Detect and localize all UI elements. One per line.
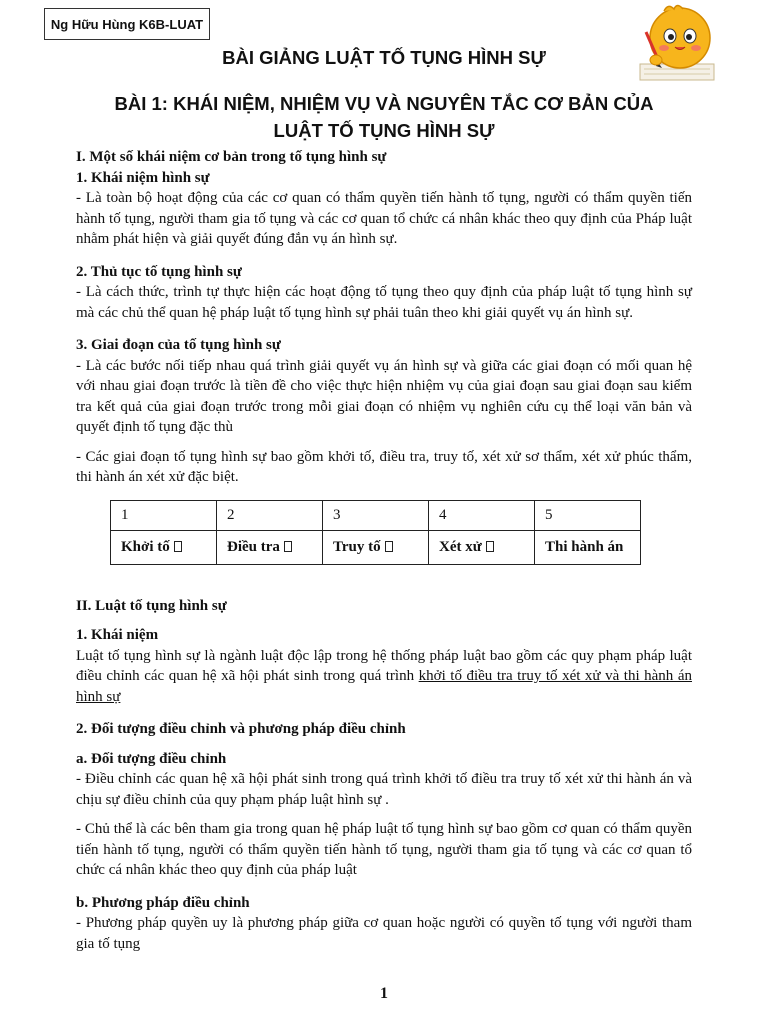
page-number: 1 [380,985,388,1002]
paragraph: - Phương pháp quyền uy là phương pháp giữa cơ quan hoặc người có quyền tố tụng với người tham gia tố tụng [76,915,692,952]
paragraph-text: Luật tố tụng hình sự là ngành luật độc lập trong hệ thống pháp luật bao gồm các quy phạm pháp luật điều chỉnh các quan hệ xã hội phát sinh trong quá trình [76,647,692,684]
table-cell [111,530,217,564]
table-row [111,500,641,530]
table-cell [323,530,429,564]
cartoon-chick-writing-icon [634,2,716,82]
subsection-heading: 3. Giai đoạn của tố tụng hình sự [76,337,281,353]
table-cell: 4 [429,500,535,530]
underlined-text: khởi tố điều tra truy tố xét xử và thi hành án hình sự [76,668,692,705]
table-cell: 1 [111,500,217,530]
subsection-heading: b. Phương pháp điều chỉnh [76,894,250,911]
arrow-placeholder-icon [385,541,393,552]
arrow-placeholder-icon [486,541,494,552]
paragraph: - Điều chỉnh các quan hệ xã hội phát sinh trong quá trình khởi tố điều tra truy tố xét xử thi hành án và chịu sự điều chỉnh của quy phạm pháp luật hình sự . [76,771,692,808]
subsection-heading: 2. Thủ tục tố tụng hình sự [76,263,242,280]
arrow-placeholder-icon [284,541,292,552]
table-cell: 2 [217,500,323,530]
stage-name: Khởi tố [121,538,170,555]
section-heading: II. Luật tố tụng hình sự [76,597,227,614]
table-cell [429,530,535,564]
table-cell [217,530,323,564]
lesson-title-line2: LUẬT TỐ TỤNG HÌNH SỰ [273,120,495,141]
lesson-title-line1: BÀI 1: KHÁI NIỆM, NHIỆM VỤ VÀ NGUYÊN TẮC CƠ BẢN CỦA [114,93,654,114]
table-row [111,530,641,564]
table-cell: 5 [535,500,641,530]
subsection-heading: 1. Khái niệm [76,627,159,643]
stage-name: Xét xử [439,538,482,555]
paragraph [76,646,692,708]
stage-name: Thi hành án [545,538,624,555]
paragraph: - Là cách thức, trình tự thực hiện các hoạt động tố tụng theo quy định của pháp luật tố tụng hình sự mà các chủ thể quan hệ pháp luật tố tụng hình sự phải tuân theo khi giải quyết vụ án hình sự. [76,284,692,321]
subsection-heading: 1. Khái niệm hình sự [76,169,210,186]
arrow-placeholder-icon [174,541,182,552]
paragraph: - Chủ thể là các bên tham gia trong quan hệ pháp luật tố tụng hình sự bao gồm cơ quan có thẩm quyền tiến hành tố tụng, người có thẩm quyền tiến hành tố tụng, người tham gia tố tụng và các cơ quan tổ chức cá nhân khác theo quy định của pháp luật [76,821,692,878]
table-cell: 3 [323,500,429,530]
course-title: BÀI GIẢNG LUẬT TỐ TỤNG HÌNH SỰ [222,47,546,68]
subsection-heading: 2. Đối tượng điều chỉnh và phương pháp điều chỉnh [76,721,406,737]
stage-name: Truy tố [333,538,381,555]
subsection-heading: a. Đối tượng điều chỉnh [76,750,227,767]
paragraph: - Là toàn bộ hoạt động của các cơ quan có thẩm quyền tiến hành tố tụng, người có thẩm quyền tiến hành tố tụng, người tham gia tố tụng và các cơ quan tổ chức cá nhân khác theo quy định của Pháp luật nhằm phát hiện và giải quyết đúng đắn vụ án hình sự. [76,190,692,247]
paragraph: - Là các bước nối tiếp nhau quá trình giải quyết vụ án hình sự và giữa các giai đoạn có mối quan hệ với nhau giai đoạn trước là tiền đề cho việc thực hiện nhiệm vụ của giai đoạn sau giai đoạn sau kiểm tra kết quả của giai đoạn trước trong mỗi giai đoạn có nhiệm vụ nghiên cứu cụ thể loại văn bản và quyết định tố tụng đặc thù [76,357,692,435]
table-cell [535,530,641,564]
stage-name: Điều tra [227,538,280,555]
stages-table [110,500,641,565]
author-label: Ng Hữu Hùng K6B-LUAT [44,8,210,40]
section-heading: I. Một số khái niệm cơ bản trong tố tụng hình sự [76,149,387,165]
document-body [76,147,692,954]
paragraph: - Các giai đoạn tố tụng hình sự bao gồm khởi tố, điều tra, truy tố, xét xử sơ thẩm, xét xử phúc thẩm, thi hành án xét xử đặc biệt. [76,448,692,485]
